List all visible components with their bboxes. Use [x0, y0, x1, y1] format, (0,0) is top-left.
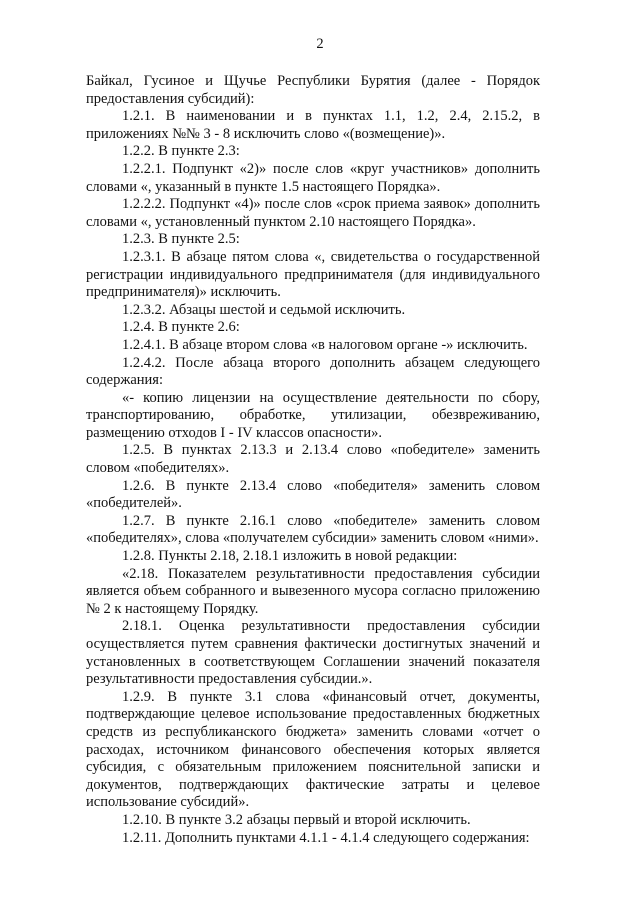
paragraph: 1.2.11. Дополнить пунктами 4.1.1 - 4.1.4 следующего содержания:	[122, 829, 530, 846]
paragraph: 1.2.7. В пункте 2.16.1 слово «победителе» заменить словом «победителях», слова «получателем субсидии» заменить словом «ними».	[86, 512, 540, 547]
paragraph: 1.2.4.1. В абзаце втором слова «в налоговом органе -» исключить.	[122, 336, 528, 353]
paragraph: 1.2.2.1. Подпункт «2)» после слов «круг участников» дополнить словами «, указанный в пункте 1.5 настоящего Порядка».	[86, 160, 540, 195]
paragraph: 1.2.1. В наименовании и в пунктах 1.1, 1.2, 2.4, 2.15.2, в приложениях №№ 3 - 8 исключить слово «(возмещение)».	[86, 108, 540, 142]
paragraph: 1.2.9. В пункте 3.1 слова «финансовый отчет, документы, подтверждающие целевое использование предоставленных бюджетных средств из республиканского бюджета» заменить словами «отчет о расходах, источником финансового обеспечения которых является субсидия, с обязательным приложением пояснительной записки и документов, подтверждающих фактические затраты и целевое использование субсидий».	[86, 688, 540, 811]
paragraph: 1.2.3. В пункте 2.5:	[122, 231, 240, 248]
paragraph: 1.2.2. В пункте 2.3:	[122, 143, 240, 160]
paragraph: 1.2.4.2. После абзаца второго дополнить абзацем следующего содержания:	[86, 354, 540, 389]
paragraph: 1.2.4. В пункте 2.6:	[122, 319, 240, 336]
page-number: 2	[316, 36, 324, 52]
paragraph: 1.2.6. В пункте 2.13.4 слово «победителя» заменить словом «победителей».	[86, 477, 540, 512]
paragraph: 1.2.2.2. Подпункт «4)» после слов «срок приема заявок» дополнить словами «, установленный пунктом 2.10 настоящего Порядка».	[86, 196, 540, 230]
paragraph: 1.2.3.2. Абзацы шестой и седьмой исключить.	[122, 301, 406, 318]
paragraph: 1.2.3.1. В абзаце пятом слова «, свидетельства о государственной регистрации индивидуального предпринимателя (для индивидуального предпринимателя)» исключить.	[86, 248, 540, 301]
paragraph: «2.18. Показателем результативности предоставления субсидии является объем собранного и вывезенного мусора согласно приложению № 2 к настоящему Порядку.	[86, 565, 540, 617]
paragraph: «- копию лицензии на осуществление деятельности по сбору, транспортированию, обработке, утилизации, обезвреживанию, размещению отходов I - IV классов опасности».	[86, 389, 540, 441]
paragraph: Байкал, Гусиное и Щучье Республики Бурятия (далее - Порядок предоставления субсидий):	[86, 73, 540, 107]
paragraph: 2.18.1. Оценка результативности предоставления субсидии осуществляется путем сравнения фактически достигнутых значений и установленных в соответствующем Соглашении значений показателя результативности предоставления субсидии.».	[86, 618, 540, 688]
paragraph: 1.2.10. В пункте 3.2 абзацы первый и второй исключить.	[122, 811, 471, 828]
document-body	[86, 73, 540, 847]
paragraph: 1.2.5. В пунктах 2.13.3 и 2.13.4 слово «победителе» заменить словом «победителях».	[86, 442, 540, 477]
paragraph: 1.2.8. Пункты 2.18, 2.18.1 изложить в новой редакции:	[122, 548, 458, 565]
